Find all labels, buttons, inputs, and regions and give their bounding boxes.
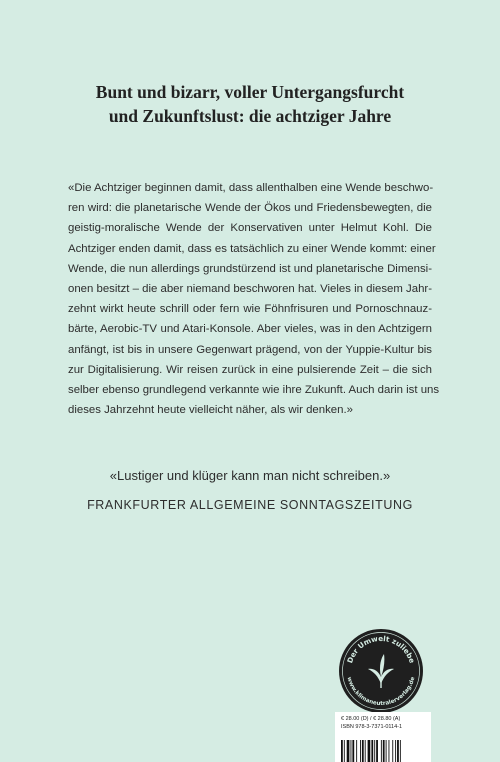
blurb-line: zur Digitalisierung. Wir reisen zurück in eine pulsierende Zeit – die sich: [68, 363, 432, 376]
blurb-line: ren wird: die planetarische Wende der Ökos und Friedensbewegten, die: [68, 202, 432, 215]
blurb-line: zehnt wirkt heute schrill oder fern wie Föhnfrisuren und Pornoschnauz-: [68, 303, 432, 316]
blurb-line: dieses Jahrzehnt heute vielleicht näher, als wir denken.»: [68, 404, 353, 417]
blurb-text: [68, 178, 440, 420]
blurb-line: onen besitzt – die aber niemand beschworen hat. Vieles in diesem Jahr-: [68, 283, 432, 296]
price-isbn-block: [335, 715, 431, 731]
blurb-line: Wende, die nun allerdings grundstürzend ist und planetarische Dimensi-: [68, 262, 432, 275]
press-quote-source: FRANKFURTER ALLGEMEINE SONNTAGSZEITUNG: [87, 498, 413, 512]
blurb-line: Achtziger enden damit, dass es tatsächlich zu einer Wende kommt: einer: [68, 242, 436, 255]
blurb-line: anfängt, ist bis in unsere Gegenwart prägend, von der Yuppie-Kultur bis: [68, 343, 432, 356]
seal-bottom-text: www.klimaneutralerverlag.de: [345, 676, 417, 708]
price-line: € 28.00 (D) / € 28.80 (A): [341, 716, 401, 722]
headline-line-1: Bunt und bizarr, voller Untergangsfurcht: [95, 82, 405, 102]
barcode-icon: [341, 740, 425, 762]
climate-neutral-seal: [338, 628, 424, 714]
headline-line-2: und Zukunftslust: die achtziger Jahre: [108, 106, 392, 126]
press-quote: «Lustiger und klüger kann man nicht schreiben.»: [109, 468, 391, 483]
blurb-line: geistig-moralische Wende der Konservativen unter Helmut Kohl. Die: [68, 222, 432, 235]
blurb-line: selber ebenso grundlegend verkannte wie ihre Zukunft. Auch darin ist uns: [68, 384, 440, 397]
barcode-area: [335, 712, 431, 762]
headline: [0, 80, 500, 128]
blurb-line: bärte, Aerobic-TV und Atari-Konsole. Aber vieles, was in den Achtzigern: [68, 323, 432, 336]
blurb-line: «Die Achtziger beginnen damit, dass allenthalben eine Wende beschwo-: [68, 182, 434, 194]
seal-top-text: Der Umwelt zuliebe: [345, 633, 417, 665]
isbn-line: ISBN 978-3-7371-0114-1: [341, 724, 403, 730]
